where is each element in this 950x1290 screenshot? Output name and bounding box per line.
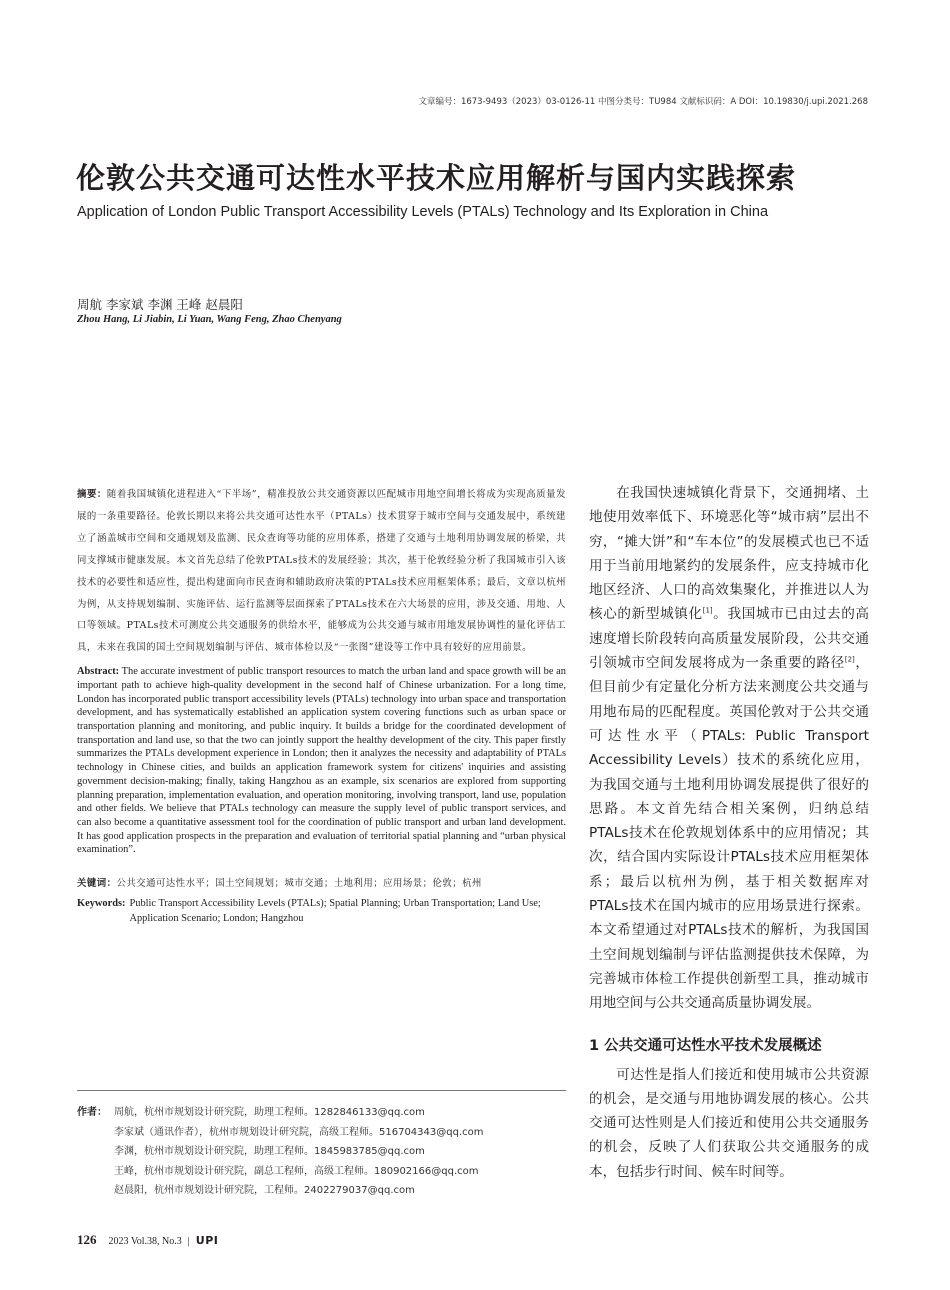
journal-logo: UPI: [195, 1234, 219, 1247]
author-info-row: [77, 1142, 566, 1162]
author-info-row: [77, 1123, 566, 1143]
body-paragraph-section1: 可达性是指人们接近和使用城市公共资源的机会，是交通与用地协调发展的核心。公共交通可达性则是人们接近和使用公共交通服务的机会，反映了人们获取公共交通服务的成本，包括步行时间、候车时间等。: [589, 1066, 869, 1180]
keywords-en-label: Keywords:: [77, 898, 126, 910]
keywords-chinese: [77, 874, 566, 894]
footer-separator: |: [187, 1236, 190, 1247]
body-paragraph-intro: 在我国快速城镇化背景下，交通拥堵、土地使用效率低下、环境恶化等“城市病”层出不穷，“摊大饼”和“车本位”的发展模式也已不适用于当前用地紧约的发展条件，应支持城市化地区经济、人口的高效集聚化，并推进以人为核心的新型城镇化[1]。我国城市已由过去的高速度增长阶段转向高质量发展阶段，公共交通引领城市空间发展将成为一条重要的路径[2]，但目前少有定量化分析方法来测度公共交通与用地布局的匹配程度。英国伦敦对于公共交通可达性水平（PTALs: Public Transport Accessibility Levels）技术的系统化应用，为我国交通与土地利用协调发展提供了很好的思路。本文首先结合相关案例，归纳总结PTALs技术在伦敦规划体系中的应用情况；其次，结合国内实际设计PTALs技术应用框架体系；最后以杭州为例，基于相关数据库对PTALs技术在国内城市的应用场景进行探索。本文希望通过对PTALs技术的解析，为我国国土空间规划编制与评估监测提供技术保障，为完善城市体检工作提供创新型工具，推动城市用地空间与公共交通高质量协调发展。: [589, 485, 870, 1012]
title-english: Application of London Public Transport Accessibility Levels (PTALs) Technology and Its Exploration in China: [77, 204, 769, 220]
abstract-en-text: The accurate investment of public transport resources to match the urban land and space growth will be an important path to achieve high-quality development in the second half of Chinese urbanization. For a long time, London has incorporated public transport accessibility levels (PTALs) technology into urban space and transportation development, and has systematically established an application system covering functions such as urban space or transportation planning and monitoring, and public inquiry. It builds a bridge for the coordinated development of transportation and land use, so that the two can jointly support the healthy development of the city. This paper firstly summarizes the PTALs development experience in London; then it analyzes the necessity and adaptability of PTALs technology in Chinese cities, and builds an application framework system for citizens' inquiries and assisting government decision-making; finally, taking Hangzhou as an example, six scenarios are explored from supporting planning preparation, implementation evaluation, and operation monitoring, involving transport, land use, population and other fields. We believe that PTALs technology can measure the supply level of public transport services, and can also become a quantitative assessment tool for the coordination of public transport and urban land development. It has good application prospects in the preparation and evaluation of territorial spatial planning and “urban physical examination”.: [77, 666, 566, 856]
divider-line: [77, 1090, 566, 1091]
abstract-chinese: [77, 484, 566, 659]
keywords-cn-label: 关键词：: [77, 878, 117, 890]
keywords-en-text: Public Transport Accessibility Levels (PTALs); Spatial Planning; Urban Transportation; Land Use; Application Scenario; London; Hangzhou: [129, 898, 541, 925]
abstract-cn-label: 摘要：: [77, 489, 107, 500]
author-info-row: [77, 1103, 566, 1123]
abstract-column: [77, 484, 566, 926]
article-meta-line: 文章编号：1673-9493（2023）03-0126-11 中图分类号：TU984 文献标识码：A DOI：10.19830/j.upi.2021.268: [418, 97, 868, 107]
author-info-line: 李家斌（通讯作者），杭州市规划设计研究院，高级工程师。516704343@qq.com: [114, 1126, 484, 1138]
author-info-row: [77, 1181, 566, 1201]
keywords-cn-text: 公共交通可达性水平；国土空间规划；城市交通；土地利用；应用场景；伦敦；杭州: [116, 878, 482, 890]
abstract-english: [77, 665, 566, 857]
authors-english: Zhou Hang, Li Jiabin, Li Yuan, Wang Feng, Zhao Chenyang: [77, 314, 342, 325]
title-chinese: 伦敦公共交通可达性水平技术应用解析与国内实践探索: [76, 161, 797, 195]
authors-chinese: 周航 李家斌 李渊 王峰 赵晨阳: [77, 297, 243, 312]
page-footer: [77, 1232, 218, 1248]
abstract-cn-text: 随着我国城镇化进程进入“下半场”，精准投放公共交通资源以匹配城市用地空间增长将成为实现高质量发展的一条重要路径。伦敦长期以来将公共交通可达性水平（PTALs）技术贯穿于城市空间与交通发展中，系统建立了涵盖城市空间和交通规划及监测、民众查询等功能的应用体系，搭建了交通与土地利用协调发展的桥梁，共同支撑城市健康发展。本文首先总结了伦敦PTALs技术的发展经验；其次，基于伦敦经验分析了我国城市引入该技术的必要性和适应性，提出构建面向市民查询和辅助政府决策的PTALs技术应用框架体系；最后，文章以杭州为例，从支持规划编制、实施评估、运行监测等层面探索了PTALs技术在六大场景的应用，涉及交通、用地、人口等领域。PTALs技术可测度公共交通服务的供给水平，能够成为公共交通与城市用地发展协调性的量化评估工具，未来在我国的国土空间规划编制与评估、城市体检以及“一张图”建设等工作中具有较好的应用前景。: [77, 489, 566, 654]
abstract-en-label: Abstract:: [77, 666, 120, 678]
section-heading-1: 1 公共交通可达性水平技术发展概述: [589, 1037, 822, 1054]
author-info-row: [77, 1162, 566, 1182]
author-info-label: 作者：: [77, 1107, 107, 1118]
author-info-block: [77, 1103, 566, 1201]
author-info-line: 赵晨阳，杭州市规划设计研究院，工程师。2402279037@qq.com: [114, 1185, 415, 1197]
citation-ref: [1]: [702, 606, 713, 615]
author-info-line: 王峰，杭州市规划设计研究院，副总工程师，高级工程师。180902166@qq.com: [114, 1165, 479, 1177]
author-info-line: 周航，杭州市规划设计研究院，助理工程师。1282846133@qq.com: [114, 1107, 425, 1118]
page-number: 126: [77, 1232, 97, 1247]
citation-ref: [2]: [844, 655, 855, 664]
author-info-line: 李渊，杭州市规划设计研究院，助理工程师。1845983785@qq.com: [114, 1146, 425, 1158]
journal-issue: 2023 Vol.38, No.3: [108, 1236, 182, 1247]
body-column: [589, 481, 869, 1184]
keywords-english: [77, 896, 566, 926]
